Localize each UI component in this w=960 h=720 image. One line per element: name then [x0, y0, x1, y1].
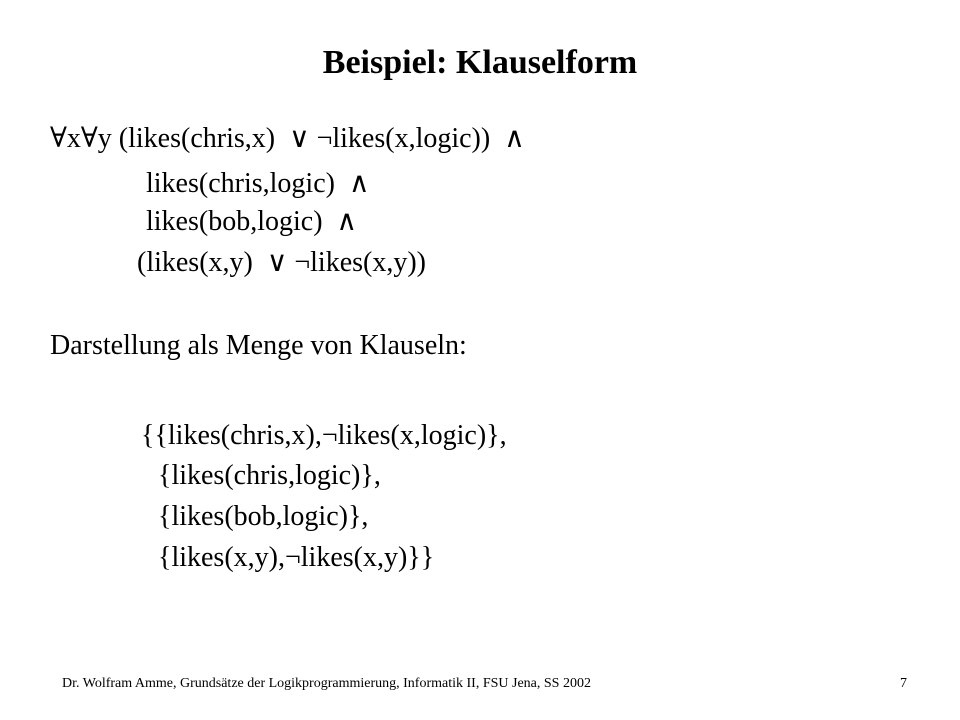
slide-title: Beispiel: Klauselform [322, 44, 638, 81]
clause-line-4: {likes(x,y),¬likes(x,y)}} [158, 542, 435, 573]
subheading: Darstellung als Menge von Klauseln: [50, 330, 467, 361]
formula-line-3: likes(bob,logic) ∧ [146, 206, 358, 237]
formula-line-2: likes(chris,logic) ∧ [146, 168, 370, 199]
page-number: 7 [900, 676, 907, 691]
formula-line-4: (likes(x,y) ∨ ¬likes(x,y)) [137, 247, 426, 278]
clause-line-2: {likes(chris,logic)}, [158, 460, 381, 491]
clause-line-1: {{likes(chris,x),¬likes(x,logic)}, [141, 420, 507, 451]
formula-line-1: ∀x∀y (likes(chris,x) ∨ ¬likes(x,logic)) ∧ [50, 123, 525, 154]
clause-line-3: {likes(bob,logic)}, [158, 501, 369, 532]
footer-text: Dr. Wolfram Amme, Grundsätze der Logikprogrammierung, Informatik II, FSU Jena, SS 2002 [62, 676, 591, 691]
